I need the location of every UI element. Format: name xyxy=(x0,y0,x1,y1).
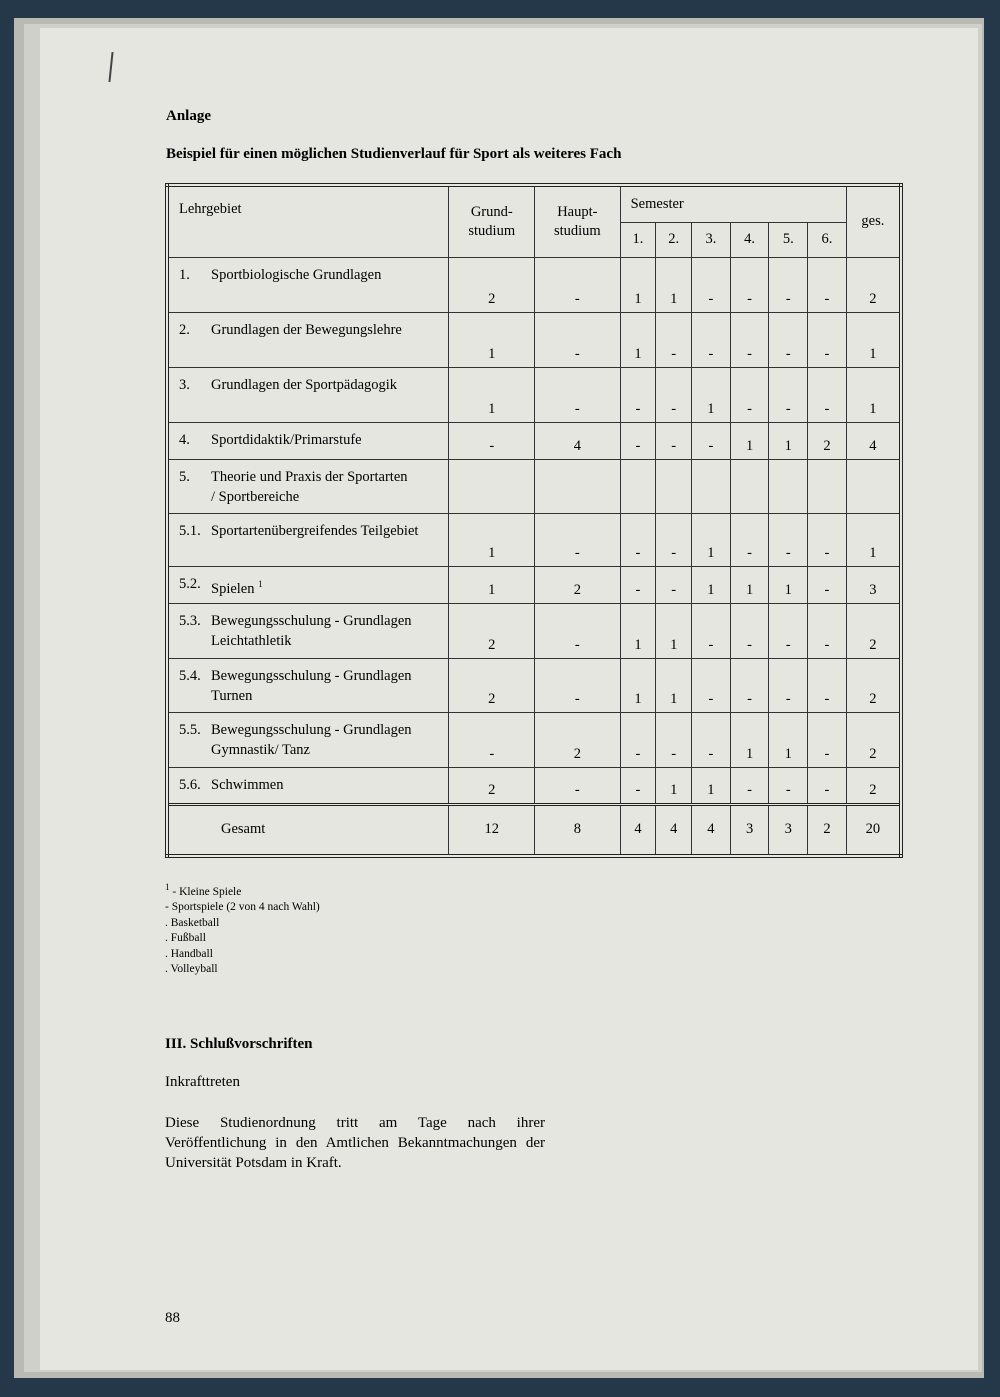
value-cell: 3 xyxy=(846,566,901,603)
topic-cell xyxy=(167,312,449,367)
page-number: 88 xyxy=(165,1310,180,1326)
topic-label-block xyxy=(211,666,412,706)
topic-cell xyxy=(167,603,449,658)
value-cell: 1 xyxy=(449,513,535,566)
topic-label-block xyxy=(211,574,263,599)
footnote-line: . Handball xyxy=(165,947,213,960)
value-cell: 2 xyxy=(846,712,901,767)
value-cell: 1 xyxy=(620,658,656,712)
value-cell: - xyxy=(808,712,847,767)
value-cell: 1 xyxy=(449,367,535,422)
value-cell: - xyxy=(656,312,692,367)
value-cell: - xyxy=(808,513,847,566)
total-value-cell: 2 xyxy=(808,804,847,856)
table-caption: Beispiel für einen möglichen Studienverlauf für Sport als weiteres Fach xyxy=(166,146,622,162)
value-cell: 1 xyxy=(449,566,535,603)
value-cell: - xyxy=(620,422,656,459)
topic-number: 1. xyxy=(179,266,190,283)
value-cell: 4 xyxy=(846,422,901,459)
subsection-title: Inkrafttreten xyxy=(165,1074,240,1090)
value-cell: 1 xyxy=(449,312,535,367)
value-cell xyxy=(449,459,535,513)
value-cell xyxy=(692,459,731,513)
topic-cell xyxy=(167,459,449,513)
semester-header-cell: 6. xyxy=(808,222,847,257)
value-cell: 2 xyxy=(449,603,535,658)
value-cell: 1 xyxy=(692,767,731,804)
value-cell: - xyxy=(535,658,621,712)
topic-label: Bewegungsschulung - Grundlagen xyxy=(211,612,412,629)
value-cell: - xyxy=(808,566,847,603)
total-value-cell: 4 xyxy=(656,804,692,856)
topic-label-block xyxy=(211,265,381,285)
total-value-cell: 3 xyxy=(769,804,808,856)
topic-label-block xyxy=(211,720,412,760)
semester-header-cell: 5. xyxy=(769,222,808,257)
table-row xyxy=(167,712,901,767)
value-cell: 1 xyxy=(846,513,901,566)
topic-label-block xyxy=(211,521,418,541)
value-cell: - xyxy=(620,712,656,767)
value-cell: 1 xyxy=(730,566,769,603)
value-cell: 1 xyxy=(846,312,901,367)
topic-label: Schwimmen xyxy=(211,776,284,793)
topic-number: 5.4. xyxy=(179,667,201,684)
value-cell xyxy=(846,459,901,513)
value-cell: 2 xyxy=(535,712,621,767)
semester-header-cell: 3. xyxy=(692,222,731,257)
topic-cell xyxy=(167,658,449,712)
value-cell: - xyxy=(769,603,808,658)
footnote-line: - Kleine Spiele xyxy=(172,885,242,898)
value-cell: - xyxy=(620,566,656,603)
value-cell: - xyxy=(535,767,621,804)
topic-cell xyxy=(167,566,449,603)
topic-label-line2: Gymnastik/ Tanz xyxy=(211,741,310,758)
topic-cell xyxy=(167,767,449,804)
topic-label: Spielen xyxy=(211,580,255,597)
topic-label: Grundlagen der Bewegungslehre xyxy=(211,321,402,338)
value-cell xyxy=(808,459,847,513)
table-row xyxy=(167,312,901,367)
topic-label: Sportbiologische Grundlagen xyxy=(211,266,382,283)
value-cell: 1 xyxy=(656,257,692,312)
table-row xyxy=(167,658,901,712)
topic-number: 4. xyxy=(179,431,190,448)
value-cell: 1 xyxy=(692,566,731,603)
col-header-lehrgebiet: Lehrgebiet xyxy=(167,185,449,257)
value-cell: - xyxy=(730,513,769,566)
value-cell: - xyxy=(656,566,692,603)
topic-number: 5.5. xyxy=(179,721,201,738)
value-cell: - xyxy=(808,603,847,658)
topic-number: 5.2. xyxy=(179,575,201,592)
topic-cell xyxy=(167,422,449,459)
semester-header-cell: 2. xyxy=(656,222,692,257)
value-cell: 2 xyxy=(535,566,621,603)
value-cell xyxy=(656,459,692,513)
value-cell: - xyxy=(692,712,731,767)
value-cell: - xyxy=(769,513,808,566)
study-plan-table xyxy=(165,183,903,858)
value-cell: 1 xyxy=(769,712,808,767)
total-value-cell: 8 xyxy=(535,804,621,856)
total-value-cell: 4 xyxy=(620,804,656,856)
footnote-line: - Sportspiele (2 von 4 nach Wahl) xyxy=(165,901,320,914)
footnote-mark: 1 xyxy=(165,882,170,892)
value-cell xyxy=(535,459,621,513)
footnote-line: . Basketball xyxy=(165,916,220,929)
topic-label: Sportdidaktik/Primarstufe xyxy=(211,431,362,448)
topic-number: 2. xyxy=(179,321,190,338)
value-cell: - xyxy=(620,367,656,422)
value-cell: 2 xyxy=(846,658,901,712)
total-value-cell: 4 xyxy=(692,804,731,856)
value-cell: - xyxy=(535,603,621,658)
total-value-cell: 20 xyxy=(846,804,901,856)
value-cell: - xyxy=(730,603,769,658)
value-cell: 2 xyxy=(846,767,901,804)
value-cell: - xyxy=(769,767,808,804)
value-cell xyxy=(769,459,808,513)
footnote-line: . Fußball xyxy=(165,932,206,945)
table-row xyxy=(167,422,901,459)
total-label: Gesamt xyxy=(167,804,449,856)
table-row xyxy=(167,603,901,658)
semester-header-cell: 1. xyxy=(620,222,656,257)
value-cell: - xyxy=(808,257,847,312)
value-cell: - xyxy=(808,658,847,712)
value-cell: - xyxy=(769,658,808,712)
table-row xyxy=(167,257,901,312)
footnote-reference: 1 xyxy=(258,578,263,589)
value-cell: - xyxy=(808,767,847,804)
topic-label-block xyxy=(211,467,408,507)
topic-label-block xyxy=(211,430,362,450)
value-cell: - xyxy=(692,658,731,712)
topic-label-block xyxy=(211,320,402,340)
topic-label-block xyxy=(211,775,284,795)
total-row xyxy=(167,804,901,856)
topic-label: Bewegungsschulung - Grundlagen xyxy=(211,667,412,684)
value-cell: - xyxy=(769,312,808,367)
topic-number: 5.6. xyxy=(179,776,201,793)
value-cell: - xyxy=(535,312,621,367)
value-cell: - xyxy=(449,422,535,459)
topic-label: Bewegungsschulung - Grundlagen xyxy=(211,721,412,738)
page-heading: Anlage xyxy=(166,108,211,124)
value-cell: 1 xyxy=(692,367,731,422)
value-cell: - xyxy=(535,367,621,422)
value-cell: 2 xyxy=(846,603,901,658)
topic-label-block xyxy=(211,611,412,651)
value-cell: 1 xyxy=(769,566,808,603)
value-cell: - xyxy=(535,257,621,312)
value-cell: - xyxy=(730,312,769,367)
value-cell: 1 xyxy=(620,603,656,658)
value-cell: 1 xyxy=(656,767,692,804)
topic-label: Sportartenübergreifendes Teilgebiet xyxy=(211,522,419,539)
topic-label: Theorie und Praxis der Sportarten xyxy=(211,468,408,485)
topic-number: 5.1. xyxy=(179,522,201,539)
value-cell: 2 xyxy=(846,257,901,312)
topic-number: 5.3. xyxy=(179,612,201,629)
table-row xyxy=(167,767,901,804)
topic-label-line2: Turnen xyxy=(211,687,253,704)
semester-header-cell: 4. xyxy=(730,222,769,257)
topic-cell xyxy=(167,257,449,312)
value-cell: 2 xyxy=(449,257,535,312)
value-cell: 1 xyxy=(620,257,656,312)
footnotes xyxy=(165,880,320,978)
value-cell: 1 xyxy=(730,422,769,459)
value-cell: 1 xyxy=(692,513,731,566)
value-cell xyxy=(730,459,769,513)
value-cell: - xyxy=(692,422,731,459)
table-row xyxy=(167,513,901,566)
value-cell: - xyxy=(692,312,731,367)
value-cell: - xyxy=(656,422,692,459)
header-row xyxy=(167,185,901,222)
footnote-line: . Volleyball xyxy=(165,963,218,976)
value-cell: - xyxy=(769,367,808,422)
table-row xyxy=(167,459,901,513)
value-cell: 1 xyxy=(656,603,692,658)
value-cell: 1 xyxy=(730,712,769,767)
value-cell: - xyxy=(692,603,731,658)
value-cell: - xyxy=(808,312,847,367)
col-header-semester: Semester xyxy=(620,185,846,222)
value-cell: - xyxy=(730,257,769,312)
topic-label: Grundlagen der Sportpädagogik xyxy=(211,376,398,393)
value-cell: 1 xyxy=(656,658,692,712)
value-cell: - xyxy=(692,257,731,312)
col-header-gesamt: ges. xyxy=(846,185,901,257)
table-row xyxy=(167,367,901,422)
value-cell: 1 xyxy=(620,312,656,367)
value-cell: - xyxy=(730,658,769,712)
value-cell: 4 xyxy=(535,422,621,459)
value-cell: - xyxy=(656,513,692,566)
topic-cell xyxy=(167,367,449,422)
topic-cell xyxy=(167,712,449,767)
topic-label-block xyxy=(211,375,397,395)
value-cell: 2 xyxy=(808,422,847,459)
value-cell: - xyxy=(620,513,656,566)
value-cell: 1 xyxy=(846,367,901,422)
topic-number: 3. xyxy=(179,376,190,393)
topic-label-line2: / Sportbereiche xyxy=(211,488,300,505)
value-cell: - xyxy=(808,367,847,422)
value-cell: - xyxy=(449,712,535,767)
body-paragraph: Diese Studienordnung tritt am Tage nach ihrer Veröffentlichung in den Amtlichen Bekanntmachungen der Universität Potsdam in Kraft. xyxy=(165,1115,545,1171)
value-cell: 2 xyxy=(449,658,535,712)
value-cell: - xyxy=(730,367,769,422)
section-title: III. Schlußvorschriften xyxy=(165,1036,313,1052)
value-cell: - xyxy=(769,257,808,312)
value-cell: 1 xyxy=(769,422,808,459)
value-cell: - xyxy=(535,513,621,566)
value-cell xyxy=(620,459,656,513)
value-cell: - xyxy=(620,767,656,804)
col-header-grundstudium: Grund- studium xyxy=(449,185,535,257)
table-row xyxy=(167,566,901,603)
topic-cell xyxy=(167,513,449,566)
topic-number: 5. xyxy=(179,468,190,485)
topic-label-line2: Leichtathletik xyxy=(211,632,292,649)
col-header-hauptstudium: Haupt- studium xyxy=(535,185,621,257)
value-cell: - xyxy=(656,712,692,767)
value-cell: 2 xyxy=(449,767,535,804)
total-value-cell: 12 xyxy=(449,804,535,856)
total-value-cell: 3 xyxy=(730,804,769,856)
value-cell: - xyxy=(730,767,769,804)
value-cell: - xyxy=(656,367,692,422)
